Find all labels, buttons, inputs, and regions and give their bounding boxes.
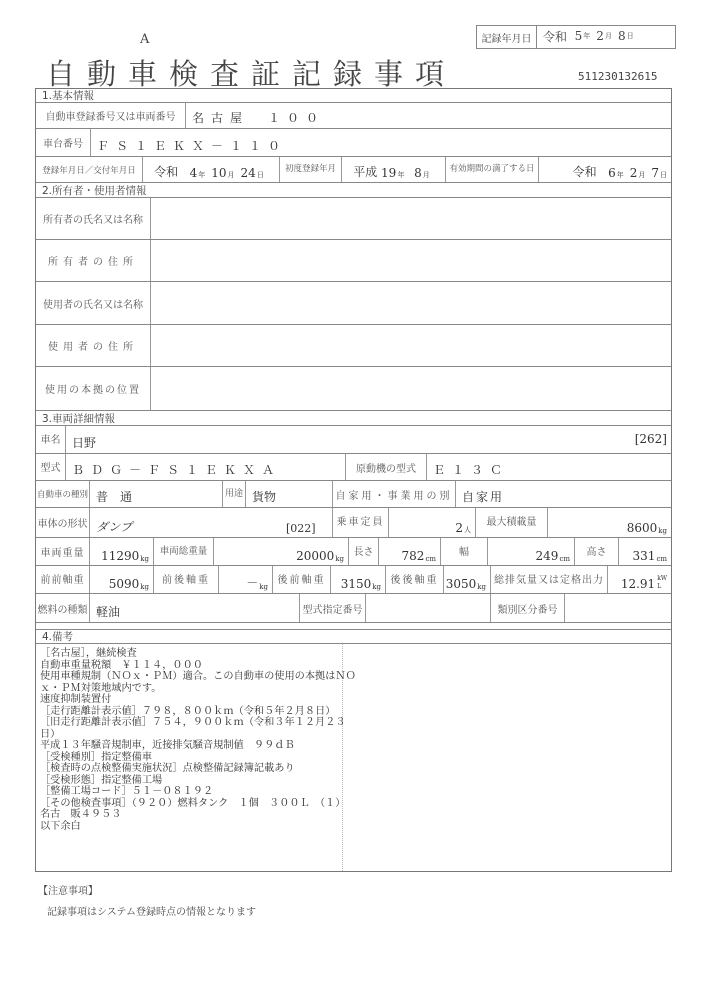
record-form [35, 88, 672, 872]
rf-axle-value [331, 566, 386, 593]
gross-weight-value [214, 538, 349, 565]
first-reg-era: 平成 [353, 165, 378, 179]
width-value [488, 538, 575, 565]
section-vehicle-detail-header: 3.車両詳細情報 [36, 411, 671, 426]
liter-unit: L [657, 583, 662, 590]
body-row [36, 508, 671, 538]
ff-axle-label: 前前軸重 [36, 566, 90, 593]
day-unit: 日 [660, 171, 667, 179]
year-unit: 年 [583, 32, 591, 40]
base-location-value [151, 367, 671, 410]
car-name-label: 車名 [36, 426, 66, 453]
model-value: ＢＤＧ－ＦＳ１ＥＫＸＡ [66, 454, 346, 480]
vehicle-type-label: 自動車の種別 [36, 481, 90, 507]
month-unit: 月 [638, 171, 646, 179]
gross-weight-number: 20000 [296, 549, 335, 563]
month-unit: 月 [227, 171, 235, 179]
model-row [36, 454, 671, 481]
use-label: 用途 [223, 481, 246, 507]
issue-date-month: 10 [211, 166, 227, 180]
base-location-label: 使用の本拠の位置 [36, 367, 151, 410]
remarks-line: 自動車重量税額 ￥１１４，０００ [40, 659, 203, 671]
kg-unit: kg [335, 555, 344, 563]
fr-axle-value [219, 566, 273, 593]
height-label: 高さ [575, 538, 619, 565]
reg-number-value: 名古屋 １００ [192, 111, 326, 125]
issue-date-label: 登録年月日／交付年月日 [36, 157, 143, 182]
first-reg-label: 初度登録年月 [280, 157, 342, 182]
user-name-label: 使用者の氏名又は名称 [36, 282, 151, 324]
remarks-area [36, 644, 671, 871]
dimensions-row [36, 538, 671, 566]
owner-address-label: 所有者の住所 [36, 240, 151, 281]
category-value [565, 594, 671, 622]
owner-name-label: 所有者の氏名又は名称 [36, 198, 151, 239]
car-name-value: 日野 [72, 436, 97, 450]
vehicle-weight-value [90, 538, 154, 565]
kg-unit: kg [372, 583, 381, 591]
month-unit: 月 [422, 171, 430, 179]
engine-value: Ｅ１３Ｃ [433, 463, 510, 477]
capacity-value [389, 508, 476, 537]
height-number: 331 [632, 549, 656, 563]
engine-label: 原動機の型式 [346, 454, 427, 480]
record-date-value [537, 26, 675, 48]
record-date-year: 5 [574, 29, 583, 43]
vehicle-weight-label: 車両重量 [36, 538, 90, 565]
rr-axle-number: 3050 [445, 577, 477, 591]
remarks-line: 速度抑制装置付 [40, 694, 112, 705]
rr-axle-label: 後後軸重 [386, 566, 444, 593]
body-shape-code: [022] [286, 522, 316, 535]
day-unit: 日 [626, 32, 634, 40]
record-date-box [476, 25, 676, 49]
fr-axle-label: 前後軸重 [154, 566, 219, 593]
type-row [36, 481, 671, 508]
ff-axle-number: 5090 [108, 577, 140, 591]
chassis-value: ＦＳ１ＥＫＸ－１１０ [97, 139, 288, 153]
body-shape-code-wrap [320, 508, 333, 537]
reg-number-label: 自動車登録番号又は車両番号 [36, 103, 186, 128]
owner-name-value [151, 198, 671, 239]
owner-address-value [151, 240, 671, 281]
notes-body: 記録事項はシステム登録時点の情報となります [47, 907, 256, 918]
capacity-unit: 人 [464, 526, 471, 534]
base-location-row [36, 367, 671, 411]
document-title: 自動車検査証記録事項 [46, 57, 457, 91]
capacity-label: 乗車定員 [333, 508, 389, 537]
first-reg-month: 8 [414, 166, 422, 180]
max-load-number: 8600 [626, 521, 658, 535]
cm-unit: cm [559, 555, 570, 563]
remarks-line: ［旧走行距離計表示値］７５４，９００ｋｍ（令和３年１２月２３日） [40, 717, 346, 740]
max-load-label: 最大積載量 [476, 508, 548, 537]
cm-unit: cm [656, 555, 667, 563]
issue-date-value [143, 157, 280, 182]
displacement-label: 総排気量又は定格出力 [491, 566, 608, 593]
issue-date-day: 24 [240, 166, 256, 180]
expiry-label: 有効期間の満了する日 [446, 157, 539, 182]
displacement-value [608, 566, 671, 593]
chassis-label: 車台番号 [36, 129, 91, 156]
vehicle-type-value: 普 通 [90, 481, 223, 507]
user-address-row [36, 325, 671, 367]
displacement-number: 12.91 [620, 577, 656, 591]
issue-date-era: 令和 [154, 165, 179, 179]
section-owner-info-header: 2.所有者・使用者情報 [36, 183, 671, 198]
kg-unit: kg [140, 555, 149, 563]
body-shape-value: ダンプ [96, 520, 133, 534]
capacity-number: 2 [455, 521, 463, 535]
year-unit: 年 [397, 171, 405, 179]
dates-row [36, 157, 671, 183]
record-date-month: 2 [596, 29, 604, 43]
fuel-label: 燃料の種類 [36, 594, 90, 622]
private-business-label: 自家用・事業用の別 [333, 481, 456, 507]
user-address-value [151, 325, 671, 366]
fr-axle-number: － [246, 576, 259, 590]
gross-weight-label: 車両総重量 [154, 538, 214, 565]
length-number: 782 [401, 549, 425, 563]
expiry-month: 2 [629, 166, 638, 180]
owner-name-row [36, 198, 671, 240]
form-mark: A [140, 32, 150, 47]
car-name-row [36, 426, 671, 454]
kg-unit: kg [140, 583, 149, 591]
month-unit: 月 [604, 32, 612, 40]
year-unit: 年 [198, 171, 206, 179]
section-basic-info-header: 1.基本情報 [36, 89, 671, 103]
remarks-line: ［受検種別］指定整備車 [40, 751, 153, 763]
ff-axle-value [90, 566, 154, 593]
fuel-row [36, 594, 671, 623]
rf-axle-number: 3150 [340, 577, 372, 591]
private-business-value: 自家用 [462, 490, 505, 504]
owner-address-row [36, 240, 671, 282]
body-shape-label: 車体の形状 [36, 508, 90, 537]
remarks-line: 名古 販４９５３ [40, 809, 122, 820]
remarks-line: 以下余白 [40, 820, 81, 832]
remarks-line: ［名古屋］，継続検査 [40, 648, 137, 659]
use-value: 貨物 [246, 481, 333, 507]
rf-axle-label: 後前軸重 [273, 566, 331, 593]
length-label: 長さ [349, 538, 379, 565]
displacement-units [657, 575, 667, 591]
user-name-value [151, 282, 671, 324]
designation-label: 型式指定番号 [300, 594, 366, 622]
length-value [379, 538, 441, 565]
notes-title: 【注意事項】 [38, 886, 98, 897]
vehicle-weight-number: 11290 [101, 549, 140, 563]
reg-number-row [36, 103, 671, 129]
chassis-row [36, 129, 671, 157]
day-unit: 日 [256, 171, 264, 179]
user-address-label: 使用者の住所 [36, 325, 151, 366]
document-number: 511230132615 [578, 70, 658, 83]
expiry-era: 令和 [572, 165, 597, 179]
remarks-line: ［検査時の点検整備実施状況］点検整備記録簿記載あり [40, 763, 295, 774]
axle-row [36, 566, 671, 594]
record-date-era: 令和 [543, 29, 568, 44]
rr-axle-value [444, 566, 491, 593]
model-label: 型式 [36, 454, 66, 480]
height-value [619, 538, 671, 565]
width-number: 249 [535, 549, 559, 563]
remarks-line: ［その他検査事項］（９２０）燃料タンク １個 ３００Ｌ （１） [40, 797, 346, 809]
cm-unit: cm [425, 555, 436, 563]
remarks-line: 平成１３年騒音規制車，近接排気騒音規制値 ９９ｄＢ [40, 740, 295, 751]
remarks-line: 使用車種規制（ＮＯｘ・ＰＭ）適合。この自動車の使用の本拠はＮＯｘ・ＰＭ対策地域内です。 [40, 671, 356, 694]
year-unit: 年 [616, 171, 624, 179]
issue-date-year: 4 [189, 166, 198, 180]
remarks-line: ［受検形態］指定整備工場 [40, 774, 163, 786]
expiry-value [539, 157, 671, 182]
width-label: 幅 [441, 538, 488, 565]
fuel-value: 軽油 [90, 594, 300, 622]
expiry-year: 6 [608, 166, 616, 180]
designation-value [366, 594, 491, 622]
remarks-text [40, 648, 360, 832]
record-date-day: 8 [617, 29, 626, 43]
first-reg-value [342, 157, 446, 182]
kg-unit: kg [259, 583, 268, 591]
expiry-day: 7 [651, 166, 659, 180]
remarks-line: ［走行距離計表示値］７９８，８００ｋｍ（令和５年２月８日） [40, 705, 336, 717]
category-label: 類別区分番号 [491, 594, 565, 622]
max-load-value [548, 508, 671, 537]
car-name-code: [262] [634, 431, 667, 446]
kw-unit: kW [657, 575, 667, 582]
record-date-label: 記録年月日 [477, 26, 537, 48]
remarks-line: ［整備工場コード］５１－０８１９２ [40, 786, 214, 797]
section-remarks-header: 4.備考 [36, 629, 671, 644]
first-reg-year: 19 [381, 166, 397, 180]
kg-unit: kg [658, 527, 667, 535]
kg-unit: kg [477, 583, 486, 591]
user-name-row [36, 282, 671, 325]
